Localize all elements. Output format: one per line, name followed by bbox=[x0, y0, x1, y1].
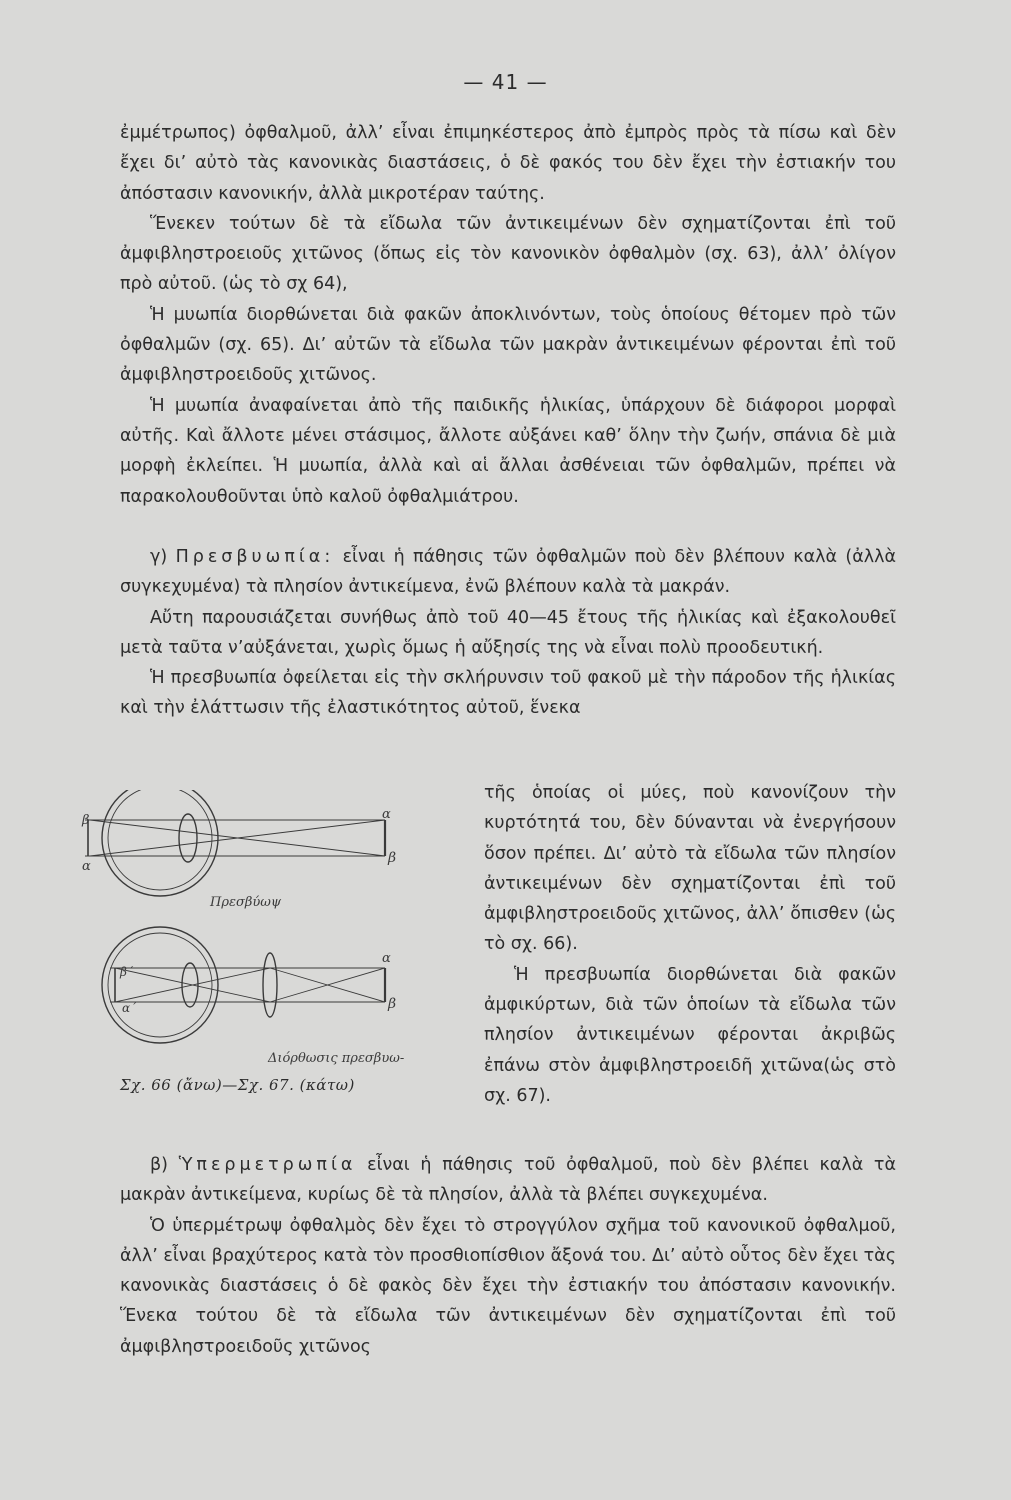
label-beta: β bbox=[388, 850, 397, 866]
figure-label-presbyope: Πρεσβύωψ bbox=[210, 895, 282, 910]
paragraph: τῆς ὁποίας οἱ μύες, ποὺ κανονίζουν τὴν κυρτότητά του, δὲν δύνανται νὰ ἐνεργήσουν ὅσον πρέπει. Δι’ αὐτὸ τὰ εἴδωλα τῶν πλησίον ἀντικειμένων δὲν σχηματίζονται ἐπὶ τοῦ ἀμφιβληστροειδοῦς χιτῶνος, ἀλλ’ ὄπισθεν (ὡς τὸ σχ. 66). bbox=[484, 783, 896, 955]
paragraph: Ἕνεκεν τούτων δὲ τὰ εἴδωλα τῶν ἀντικειμένων δὲν σχηματίζονται ἐπὶ τοῦ ἀμφιβληστροειοῦς χιτῶνος (ὅπως εἰς τὸν κανονικὸν ὀφθαλμὸν (σχ. 63), ἀλλ’ ὀλίγον πρὸ αὐτοῦ. (ὡς τὸ σχ 64), bbox=[120, 213, 896, 295]
paragraph: Αὔτη παρουσιάζεται συνήθως ἀπὸ τοῦ 40—45 ἔτους τῆς ἡλικίας καὶ ἐξακολουθεῖ μετὰ ταῦτα ν’αὐξάνεται, χωρὶς ὅμως ἡ αὔξησίς της νὰ εἶναι πολὺ προοδευτική. bbox=[120, 607, 896, 658]
section-term: Ὑπερμετρωπία bbox=[178, 1155, 357, 1175]
label-alpha-prime: α΄ bbox=[122, 1001, 137, 1015]
section-definition: εἶναι ἡ πάθησις τῶν ὀφθαλμῶν ποὺ δὲν βλέπουν καλὰ (ἀλλὰ συγκεχυμένα) τὰ πλησίον ἀντικείμενα, ἐνῶ βλέπουν καλὰ τὰ μακράν. bbox=[120, 547, 896, 598]
paragraph: Ἡ πρεσβυωπία ὀφείλεται εἰς τὴν σκλήρυνσιν τοῦ φακοῦ μὲ τὴν πάροδον τῆς ἡλικίας καὶ τὴν ἐλάττωσιν τῆς ἐλαστικότητος αὐτοῦ, ἕνεκα bbox=[120, 668, 896, 719]
section-heading-paragraph bbox=[120, 1150, 896, 1211]
eye-diagram-figure bbox=[70, 790, 470, 1110]
label-beta: β bbox=[388, 996, 397, 1012]
right-column-text bbox=[484, 778, 896, 1111]
section-marker: β) bbox=[150, 1155, 179, 1175]
label-beta: β bbox=[82, 813, 90, 828]
myopia-text-block bbox=[120, 118, 896, 512]
corrected-eye-diagram bbox=[102, 927, 385, 1043]
label-alpha: α bbox=[382, 807, 391, 822]
paragraph: Ἡ μυωπία ἀναφαίνεται ἀπὸ τῆς παιδικῆς ἡλικίας, ὑπάρχουν δὲ διάφοροι μορφαὶ αὐτῆς. Καὶ ἄλλοτε μένει στάσιμος, ἄλλοτε αὐξάνει καθ’ ὅλην τὴν ζωήν, σπάνια δὲ μιὰ μορφὴ ἐκλείπει. Ἡ μυωπία, ἀλλὰ καὶ αἱ ἄλλαι ἀσθένειαι τῶν ὀφθαλμῶν, πρέπει νὰ παρακολουθοῦνται ὑπὸ καλοῦ ὀφθαλμιάτρου. bbox=[120, 395, 896, 507]
section-heading-paragraph bbox=[120, 542, 896, 603]
label-alpha: α bbox=[382, 951, 391, 966]
page-number: — 41 — bbox=[463, 70, 548, 94]
presbyope-eye-diagram bbox=[85, 790, 385, 896]
paragraph: Ὁ ὑπερμέτρωψ ὀφθαλμὸς δὲν ἔχει τὸ στρογγύλον σχῆμα τοῦ κανονικοῦ ὀφθαλμοῦ, ἀλλ’ εἶναι βραχύτερος κατὰ τὸν προσθιοπίσθιον ἄξονά του. Δι’ αὐτὸ οὗτος δὲν ἔχει τὰς κανονικὰς διαστάσεις ὁ δὲ φακὸς δὲν ἔχει τὴν ἐστιακήν του ἀπόστασιν κανονικήν. Ἕνεκα τούτου δὲ τὰ εἴδωλα τῶν ἀντικειμένων δὲν σχηματίζονται ἐπὶ τοῦ ἀμφιβληστροειδοῦς χιτῶνος bbox=[120, 1215, 896, 1357]
hypermetropia-text-block bbox=[120, 1150, 896, 1362]
figure-caption: Σχ. 66 (ἄνω)—Σχ. 67. (κάτω) bbox=[120, 1076, 355, 1094]
label-alpha: α bbox=[82, 859, 91, 874]
figure-label-correction: Διόρθωσις πρεσβυω- bbox=[268, 1051, 405, 1066]
label-beta-prime: β΄ bbox=[120, 965, 133, 979]
paragraph: Ἡ μυωπία διορθώνεται διὰ φακῶν ἀποκλινόντων, τοὺς ὁποίους θέτομεν πρὸ τῶν ὀφθαλμῶν (σχ. 65). Δι’ αὐτῶν τὰ εἴδωλα τῶν μακρὰν ἀντικειμένων φέρονται ἐπὶ τοῦ ἀμφιβληστροειδοῦς χιτῶνος. bbox=[120, 304, 896, 386]
paragraph: ἐμμέτρωπος) ὀφθαλμοῦ, ἀλλ’ εἶναι ἐπιμηκέστερος ἀπὸ ἐμπρὸς πρὸς τὰ πίσω καὶ δὲν ἔχει δι’ αὐτὸ τὰς κανονικὰς διαστάσεις, ὁ δὲ φακός του δὲν ἔχει τὴν ἐστιακήν του ἀπόστασιν κανονικήν, ἀλλὰ μικροτέραν ταύτης. bbox=[120, 123, 896, 204]
presbyopia-text-block bbox=[120, 542, 896, 724]
section-marker: γ) bbox=[150, 547, 176, 567]
paragraph: Ἡ πρεσβυωπία διορθώνεται διὰ φακῶν ἀμφικύρτων, διὰ τῶν ὁποίων τὰ εἴδωλα τῶν πλησίον ἀντικειμένων φέρονται ἀκριβῶς ἐπάνω στὸν ἀμφιβληστροειδῆ χιτῶνα(ὡς στὸ σχ. 67). bbox=[484, 964, 896, 1106]
section-term: Πρεσβυωπία: bbox=[175, 547, 335, 567]
section-definition: εἶναι ἡ πάθησις τοῦ ὀφθαλμοῦ, ποὺ δὲν βλέπει καλὰ τὰ μακρὰν ἀντικείμενα, κυρίως δὲ τὰ πλησίον, ἀλλὰ τὰ βλέπει συγκεχυμένα. bbox=[120, 1155, 896, 1206]
